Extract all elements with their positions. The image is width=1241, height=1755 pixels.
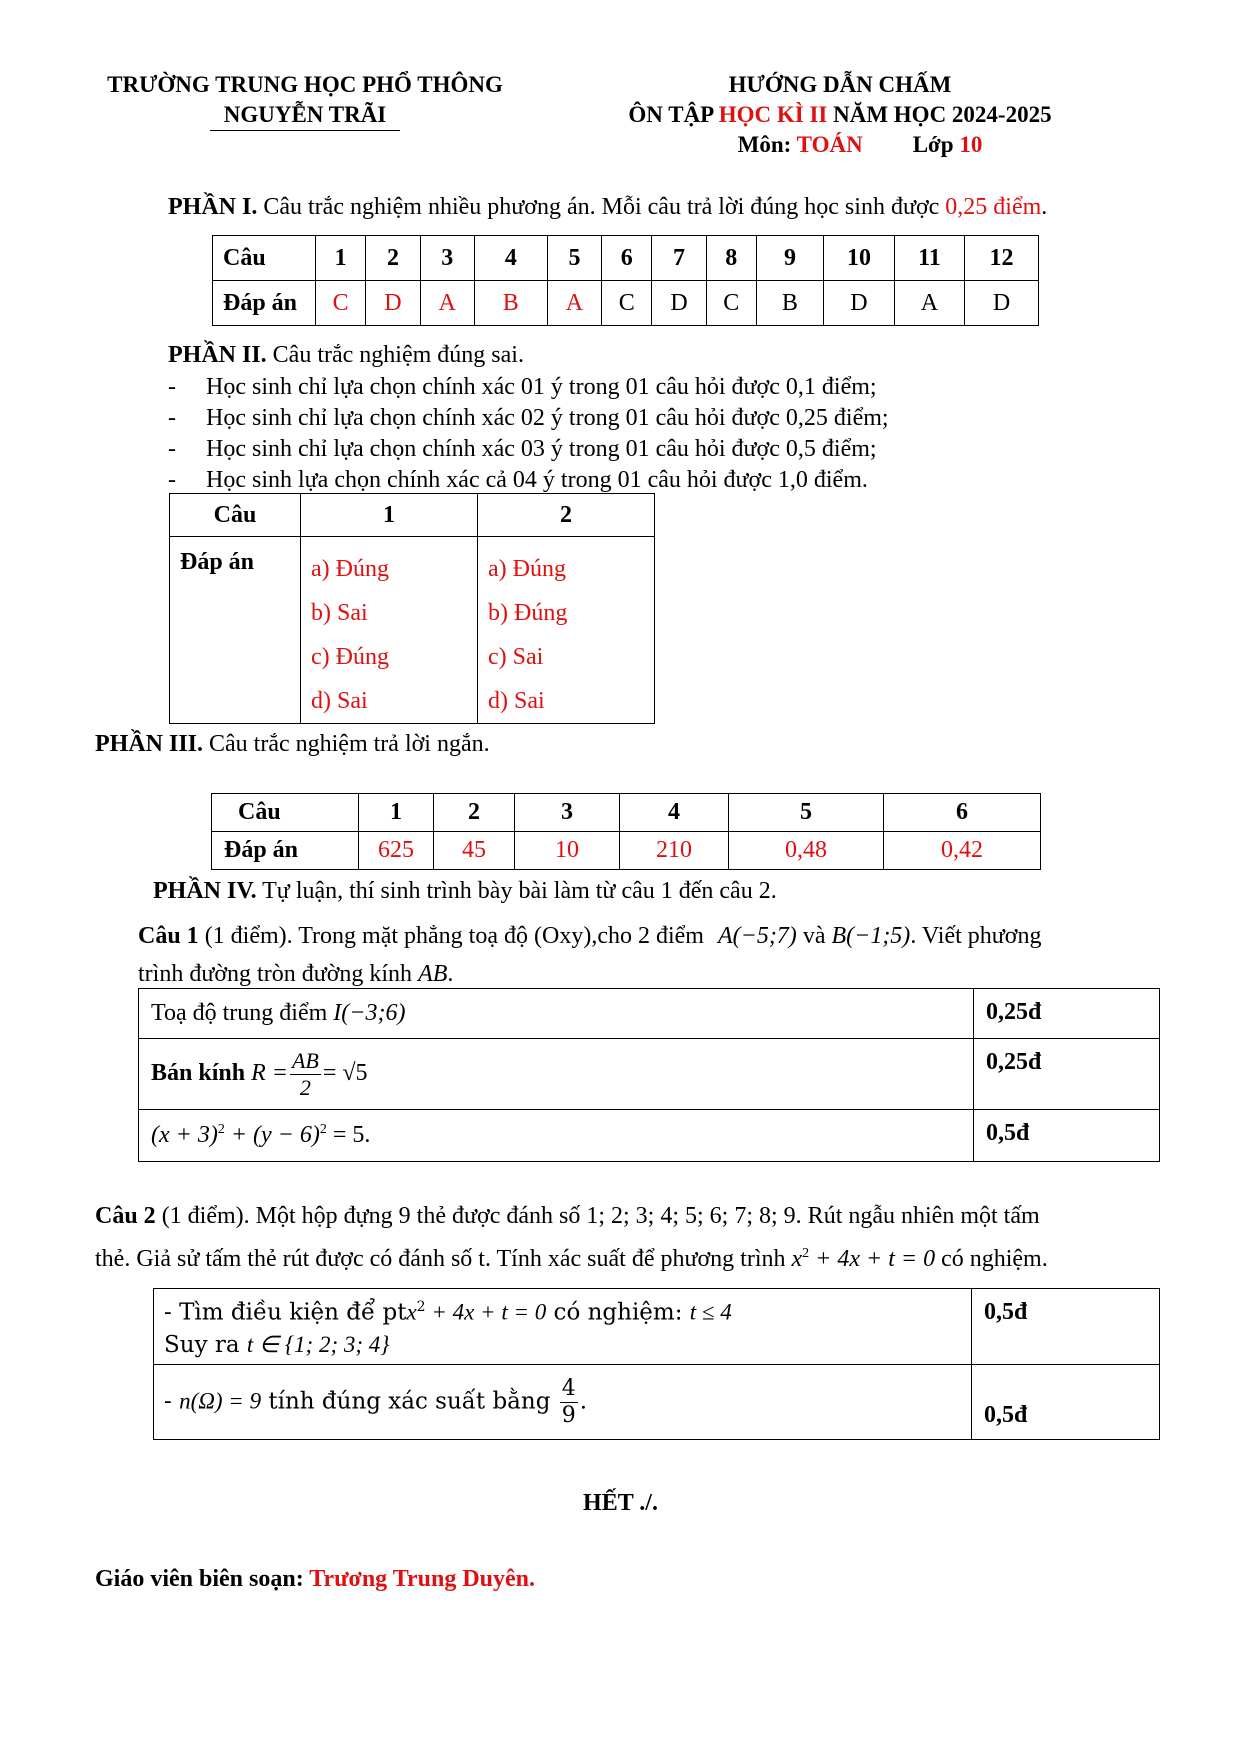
question-number: 2 [366, 236, 420, 281]
part1-answer-table [212, 235, 1039, 326]
part3-answer-table [211, 793, 1041, 870]
table-row [213, 281, 1039, 326]
table-row [213, 236, 1039, 281]
rubric-step: Bán kính R = $\frac{AB}{2}$ = √5 [139, 1039, 974, 1110]
row-label: Câu [213, 236, 316, 281]
question-number: 6 [602, 236, 652, 281]
score: 0,5đ [972, 1289, 1160, 1365]
question-1-text: Câu 1 (1 điểm). Trong mặt phẳng toạ độ (Oxy),cho 2 điểm A(−5;7) và B(−1;5). Viết phương trình đường tròn đường kính AB. [138, 923, 1042, 987]
question-number: 4 [474, 236, 547, 281]
answer-cell: a) Đúng b) Đúng c) Sai d) Sai [478, 537, 655, 724]
table-row [212, 794, 1041, 832]
title-line-2: ÔN TẬP HỌC KÌ II NĂM HỌC 2024-2025 [628, 102, 1052, 127]
answer-cell: B [756, 281, 823, 326]
question-number: 12 [964, 236, 1038, 281]
question-number: 1 [359, 794, 434, 832]
school-underline [210, 130, 400, 131]
author-line: Giáo viên biên soạn: Trương Trung Duyên. [95, 1566, 536, 1592]
fraction: $\frac{AB}{2}$ [291, 1047, 319, 1100]
table-row [139, 989, 1160, 1039]
answer-cell: A [420, 281, 474, 326]
question-number: 11 [894, 236, 964, 281]
question-number: 3 [515, 794, 620, 832]
answer-cell: D [823, 281, 894, 326]
answer-cell: C [602, 281, 652, 326]
answer-cell: 210 [620, 832, 729, 870]
score: 0,25đ [974, 989, 1160, 1039]
question-number: 2 [434, 794, 515, 832]
table-row [170, 494, 655, 537]
question-2-text: Câu 2 (1 điểm). Một hộp đựng 9 thẻ được đánh số 1; 2; 3; 4; 5; 6; 7; 8; 9. Rút ngẫu nhiên một tấm thẻ. Giả sử tấm thẻ rút được có đánh số t. Tính xác suất để phương trình $x^2 + 4x + t = 0$ có nghiệm. [95, 1203, 1048, 1272]
end-marker: HẾT ./. [583, 1490, 658, 1516]
answer-cell: 0,48 [729, 832, 884, 870]
answer-cell: a) Đúng b) Sai c) Đúng d) Sai [301, 537, 478, 724]
answer-cell: C [316, 281, 366, 326]
subject-line: Môn: TOÁN Lớp 10 [737, 132, 983, 157]
rubric-step: - n(Ω) = 9 tính đúng xác suất bằng $\frac{4}{9}$ . [154, 1365, 972, 1440]
answer-cell: 625 [359, 832, 434, 870]
list-item: - Học sinh chỉ lựa chọn chính xác 01 ý trong 01 câu hỏi được 0,1 điểm; [168, 374, 877, 400]
table-row [139, 1110, 1160, 1162]
row-label: Đáp án [170, 537, 301, 724]
rubric-step: Toạ độ trung điểm I(−3;6) [139, 989, 974, 1039]
question-number: 4 [620, 794, 729, 832]
question-number: 7 [652, 236, 706, 281]
fraction: $\frac{4}{9}$ [561, 1375, 576, 1428]
question-number: 1 [301, 494, 478, 537]
title-line-1: HƯỚNG DẪN CHẤM [728, 72, 952, 97]
table-row [154, 1289, 1160, 1365]
table-row [139, 1039, 1160, 1110]
list-item: - Học sinh chỉ lựa chọn chính xác 02 ý trong 01 câu hỏi được 0,25 điểm; [168, 405, 889, 431]
school-line-2: NGUYỄN TRÃI [223, 102, 387, 127]
score: 0,25đ [974, 1039, 1160, 1110]
part4-heading: PHẦN IV. Tự luận, thí sinh trình bày bài làm từ câu 1 đến câu 2. [153, 878, 777, 904]
question-number: 6 [884, 794, 1041, 832]
question-1-rubric [138, 988, 1160, 1162]
question-number: 2 [478, 494, 655, 537]
question-number: 1 [316, 236, 366, 281]
answer-cell: 0,42 [884, 832, 1041, 870]
table-row [212, 832, 1041, 870]
answer-cell: C [706, 281, 756, 326]
list-item: - Học sinh chỉ lựa chọn chính xác 03 ý trong 01 câu hỏi được 0,5 điểm; [168, 436, 877, 462]
part2-heading: PHẦN II. Câu trắc nghiệm đúng sai. [168, 342, 524, 368]
row-label: Đáp án [212, 832, 359, 870]
answer-cell: 10 [515, 832, 620, 870]
score: 0,5đ [972, 1365, 1160, 1440]
score: 0,5đ [974, 1110, 1160, 1162]
question-number: 5 [547, 236, 601, 281]
row-label: Câu [212, 794, 359, 832]
question-number: 8 [706, 236, 756, 281]
rubric-step: - Tìm điều kiện để ptx$^2$ + 4x + t = 0 có nghiệm: t ≤ 4 Suy ra t ∈ {1; 2; 3; 4} [154, 1289, 972, 1365]
list-item: - Học sinh lựa chọn chính xác cả 04 ý trong 01 câu hỏi được 1,0 điểm. [168, 467, 868, 493]
question-number: 9 [756, 236, 823, 281]
table-row [154, 1365, 1160, 1440]
question-number: 5 [729, 794, 884, 832]
answer-cell: D [366, 281, 420, 326]
school-line-1: TRƯỜNG TRUNG HỌC PHỔ THÔNG [107, 72, 503, 97]
question-number: 10 [823, 236, 894, 281]
part1-heading: PHẦN I. Câu trắc nghiệm nhiều phương án. Mỗi câu trả lời đúng học sinh được 0,25 điểm. [168, 194, 1048, 220]
row-label: Câu [170, 494, 301, 537]
rubric-step: $(x + 3)^2 + (y - 6)^2 = 5$. [139, 1110, 974, 1162]
answer-cell: B [474, 281, 547, 326]
answer-cell: A [894, 281, 964, 326]
answer-cell: 45 [434, 832, 515, 870]
answer-cell: A [547, 281, 601, 326]
part2-answer-table [169, 493, 655, 724]
answer-cell: D [652, 281, 706, 326]
question-number: 3 [420, 236, 474, 281]
school-name [80, 70, 530, 131]
question-2-rubric [153, 1288, 1160, 1440]
table-row [170, 537, 655, 724]
doc-title [580, 70, 1100, 160]
part3-heading: PHẦN III. Câu trắc nghiệm trả lời ngắn. [95, 731, 490, 757]
answer-cell: D [964, 281, 1038, 326]
part2-rules [168, 372, 889, 496]
row-label: Đáp án [213, 281, 316, 326]
